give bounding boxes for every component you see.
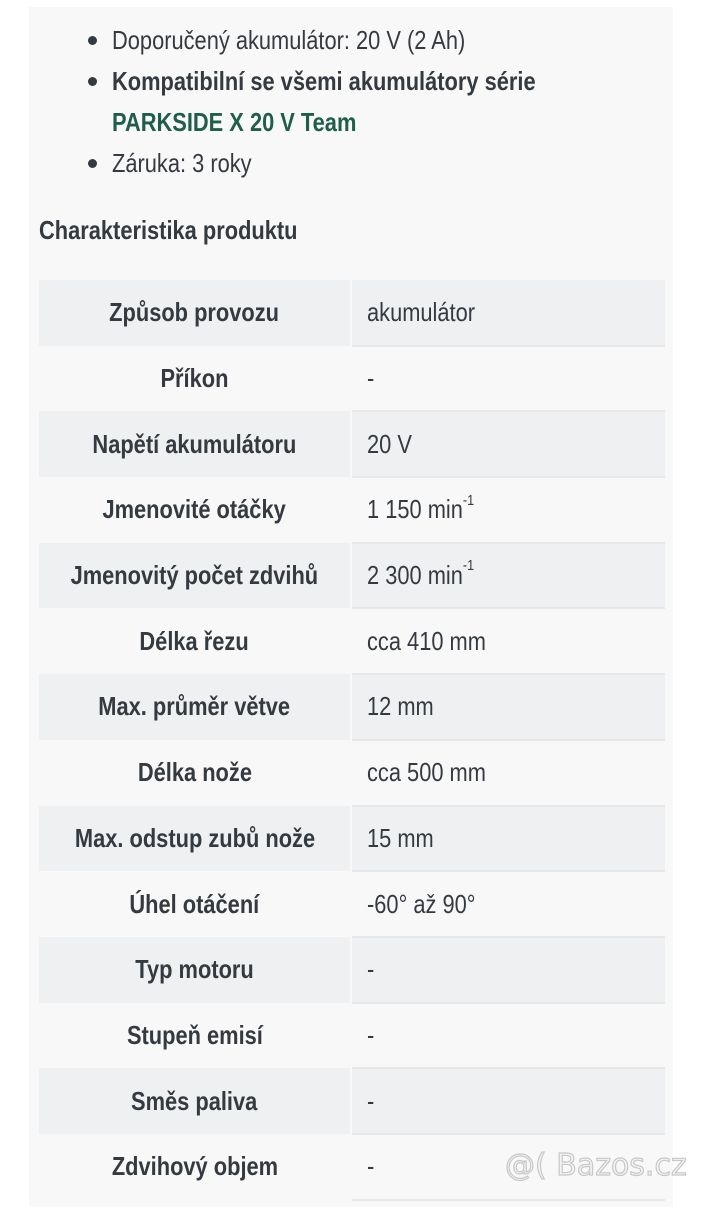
table-row [39, 608, 665, 674]
table-row [39, 280, 665, 346]
table-row [39, 477, 665, 543]
spec-label: Max. odstup zubů nože [39, 806, 350, 872]
characteristics-table [39, 280, 665, 1201]
spec-label: Délka nože [39, 740, 350, 806]
spec-label: Délka řezu [39, 608, 350, 674]
spec-value: 1 150 $\min^{-1}$ [352, 477, 665, 543]
table-row [39, 543, 665, 609]
spec-label: Zdvihový objem [39, 1134, 350, 1200]
superscript: -1 [462, 557, 475, 575]
spec-label: Stupeň emisí [39, 1003, 350, 1069]
bullet-icon [88, 36, 97, 45]
table-row [39, 871, 665, 937]
table-row [39, 411, 665, 477]
feature-item [84, 143, 664, 184]
table-row [39, 740, 665, 806]
spec-label: Směs paliva [39, 1068, 350, 1134]
spec-label: Jmenovitý počet zdvihů [39, 543, 350, 609]
spec-value: - [352, 1068, 665, 1134]
feature-item [84, 61, 664, 143]
spec-value: 2 300 $\min^{-1}$ [352, 543, 665, 609]
table-row [39, 1003, 665, 1069]
spec-value: 15 mm [352, 806, 665, 872]
spec-label: Úhel otáčení [39, 871, 350, 937]
spec-value: -60° až 90° [352, 871, 665, 937]
spec-label: Způsob provozu [39, 280, 350, 346]
bullet-icon [88, 159, 97, 168]
feature-text: Doporučený akumulátor: 20 V (2 Ah) [112, 25, 466, 55]
spec-label: Typ motoru [39, 937, 350, 1003]
bullet-icon [88, 77, 97, 86]
feature-list [84, 20, 664, 184]
table-row [39, 674, 665, 740]
table-row [39, 1068, 665, 1134]
table-row [39, 937, 665, 1003]
feature-text: Záruka: 3 roky [112, 148, 252, 178]
section-heading: Charakteristika produktu [39, 215, 298, 245]
spec-value: 12 mm [352, 674, 665, 740]
feature-text: Kompatibilní se všemi akumulátory série [112, 66, 536, 96]
spec-label: Napětí akumulátoru [39, 411, 350, 477]
spec-label: Max. průměr větve [39, 674, 350, 740]
spec-value: akumulátor [352, 280, 665, 346]
table-row [39, 346, 665, 412]
parkside-series-link[interactable]: PARKSIDE X 20 V Team [112, 107, 357, 137]
spec-value: - [352, 1003, 665, 1069]
bazos-watermark: @( Bazos.cz [505, 1148, 687, 1183]
superscript: -1 [462, 491, 475, 509]
spec-label: Jmenovité otáčky [39, 477, 350, 543]
feature-item [84, 20, 664, 61]
spec-label: Příkon [39, 346, 350, 412]
spec-value: cca 410 mm [352, 608, 665, 674]
spec-value: 20 V [352, 411, 665, 477]
spec-value: - [352, 346, 665, 412]
spec-value: - [352, 937, 665, 1003]
spec-value: cca 500 mm [352, 740, 665, 806]
table-row [39, 806, 665, 872]
spec-value: - [352, 1134, 665, 1200]
